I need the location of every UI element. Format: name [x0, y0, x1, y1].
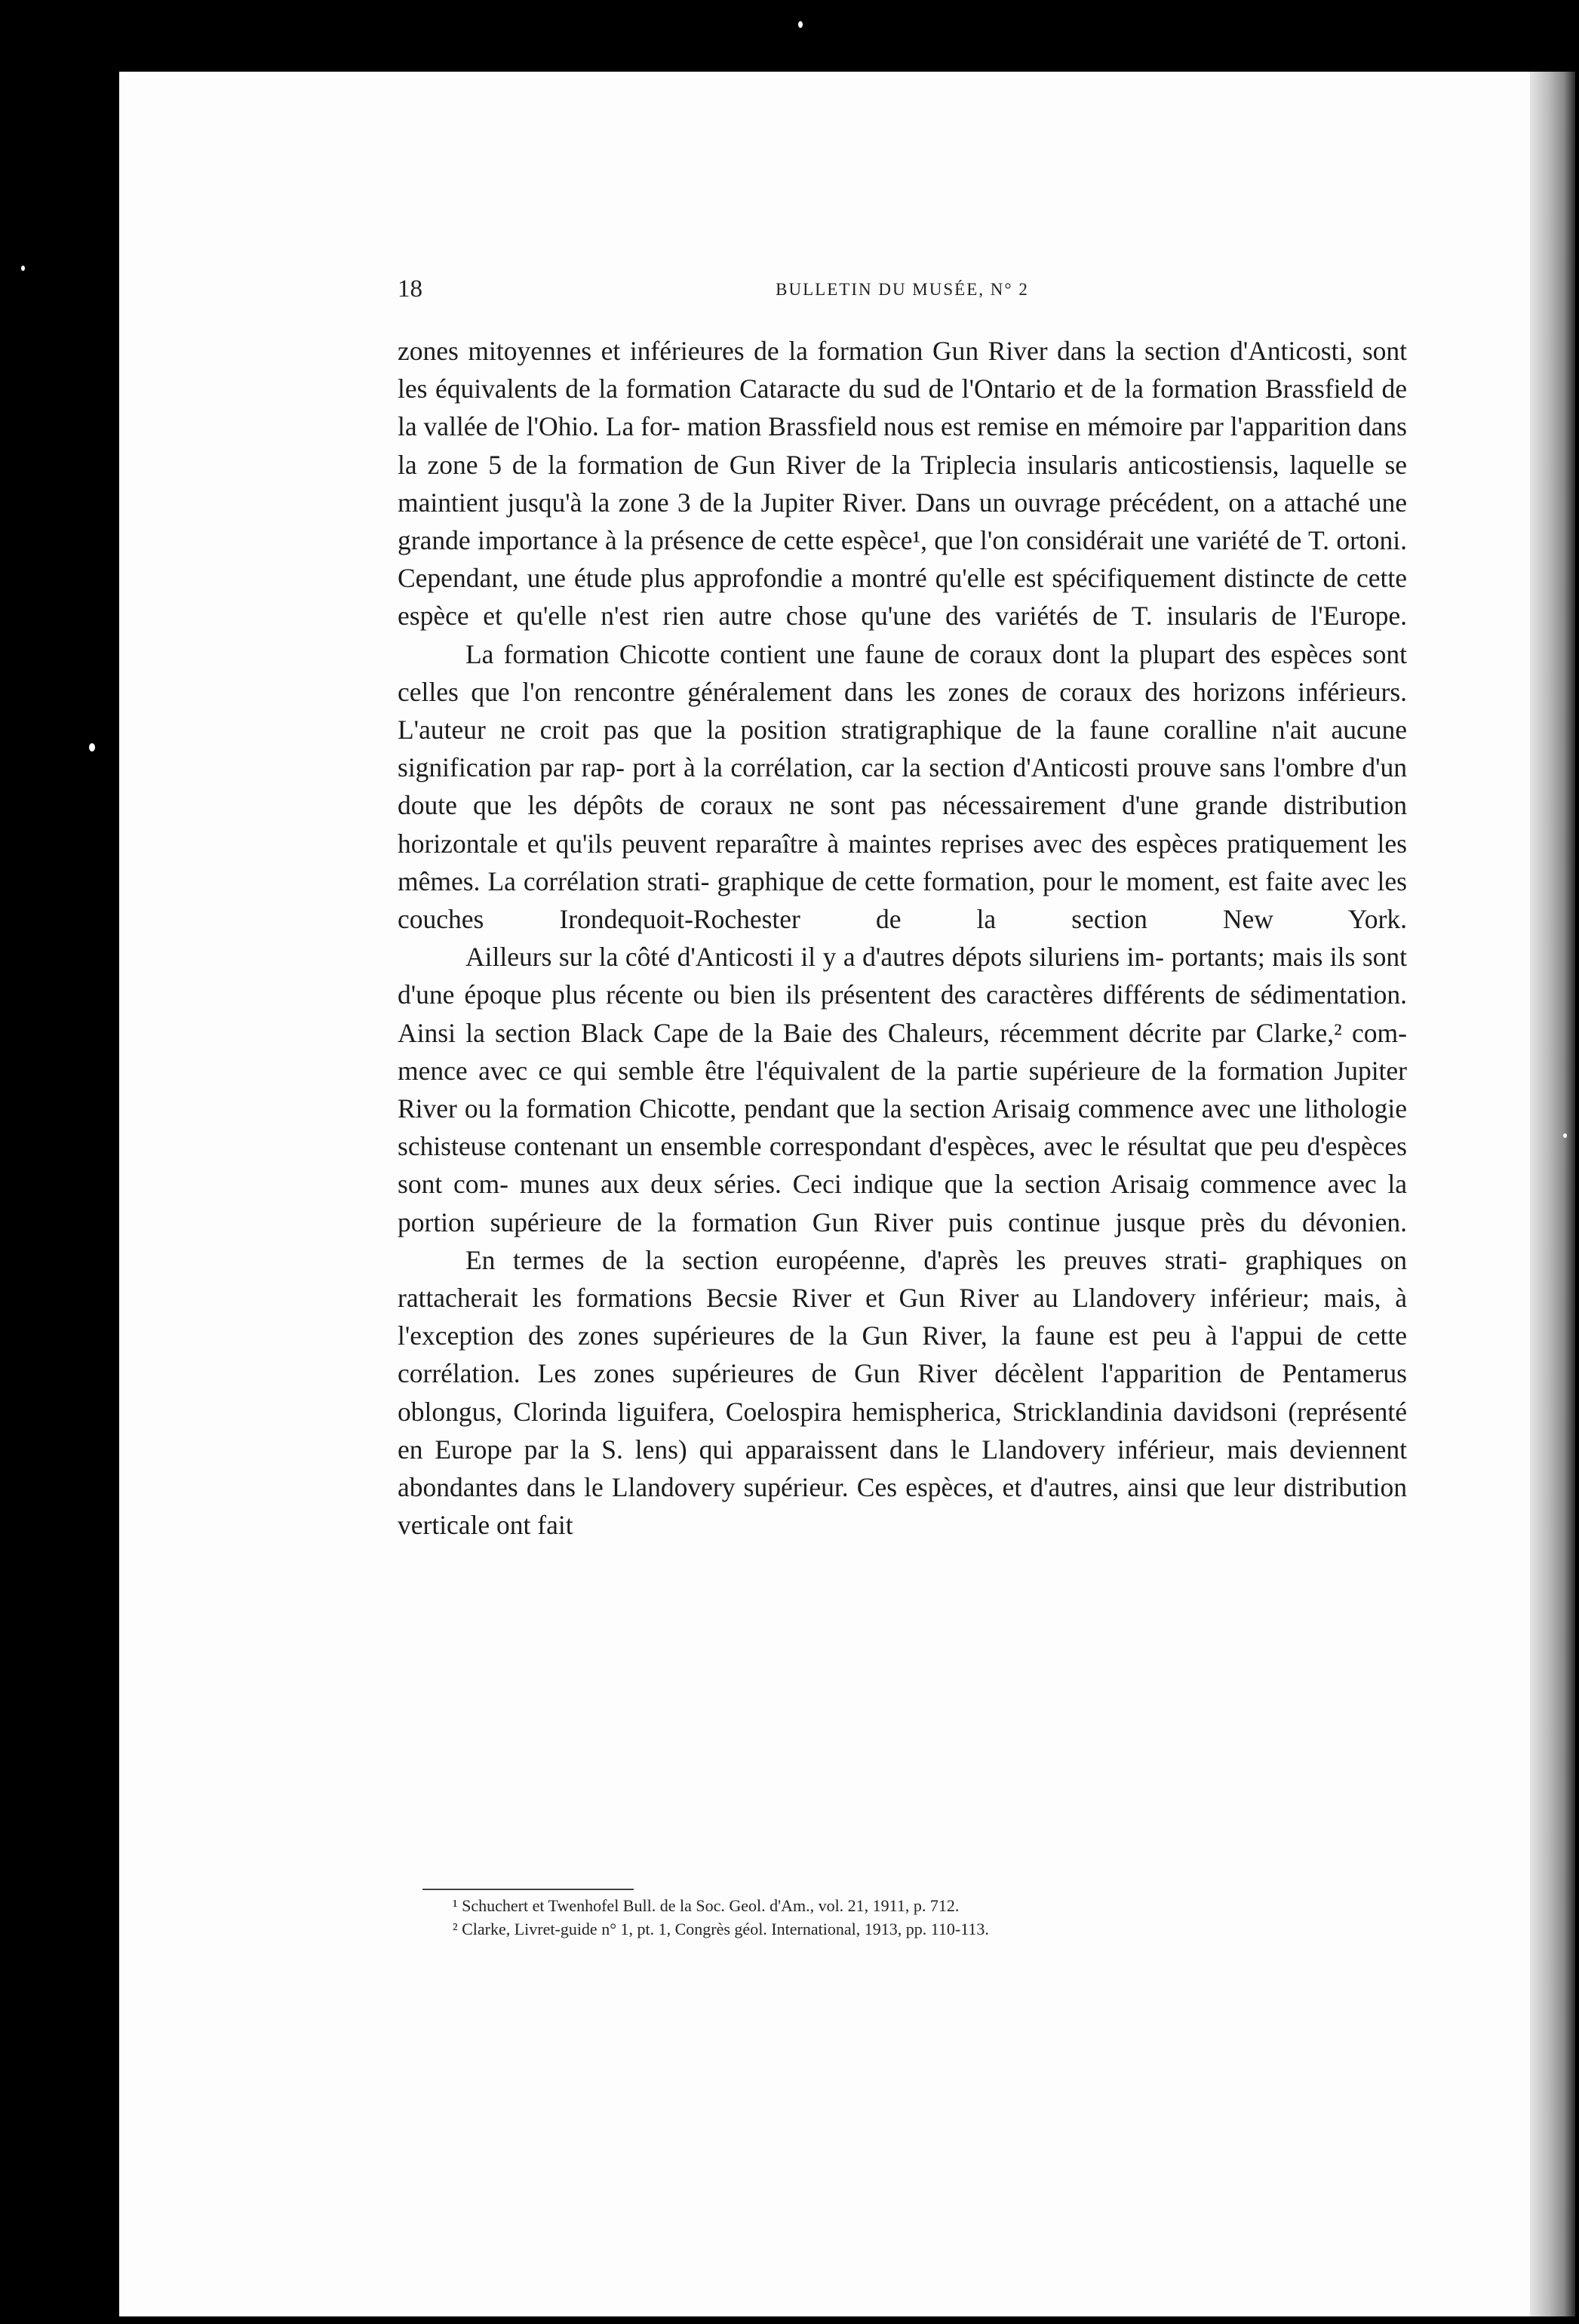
page-header: [398, 275, 1407, 313]
paragraph-4: [398, 1241, 1407, 1545]
scan-speck: [798, 21, 803, 28]
text-line: laquelle se maintient jusqu'à la zone 3 de la Jupiter River. Dans un: [398, 449, 1408, 518]
text-line: une étude plus approfondie a montré qu'elle est spécifiquement distincte: [527, 563, 1315, 594]
paragraph-1: [398, 332, 1407, 635]
text-line: zones mitoyennes et inférieures de la formation Gun River dans la: [398, 336, 1135, 366]
paragraph-3: [398, 938, 1407, 1241]
text-line: cette espèce¹, que l'on considérait une variété de T. ortoni. Cependant,: [398, 525, 1408, 594]
text-line: de cette espèce et qu'elle n'est rien autre chose qu'une des variétés de: [398, 563, 1407, 632]
text-line: près du dévonien.: [1200, 1207, 1407, 1237]
page-edge-shadow: [1530, 72, 1575, 2316]
text-line: T. insularis de l'Europe.: [1131, 601, 1408, 632]
footnote-rule: [422, 1889, 634, 1890]
text-line: reprises avec des espèces pratiquement les mêmes. La corrélation strati-: [398, 828, 1407, 896]
text-line: supérieures de Gun River décèlent l'apparition de Pentamerus oblongus,: [398, 1358, 1408, 1427]
page-number: 18: [398, 275, 422, 303]
scan-speck: [21, 266, 25, 271]
text-line: mence avec ce qui semble être l'équivalent de la partie supérieure de la: [398, 1055, 1207, 1086]
text-line: Gun River, la faune est peu à l'appui de cette corrélation. Les zones: [398, 1320, 1408, 1389]
running-head: BULLETIN DU MUSÉE, N° 2: [776, 280, 1029, 299]
text-line: Cape de la Baie des Chaleurs, récemment décrite par Clarke,² com-: [653, 1017, 1407, 1048]
body-text: [398, 332, 1407, 1545]
text-line: La formation Chicotte contient une faune de coraux dont la plupart: [465, 638, 1215, 669]
text-line: avec la portion supérieure de la formation Gun River puis continue jusque: [398, 1169, 1408, 1237]
text-line: inférieur, mais deviennent abondantes dans le Llandovery supérieur.: [398, 1434, 1408, 1503]
text-line: zone 5 de la formation de Gun River de la Triplecia insularis anticostiensis,: [427, 449, 1279, 480]
text-line: (représenté en Europe par la S. lens) qui apparaissent dans le Llandovery: [398, 1396, 1408, 1465]
text-line: grande distribution horizontale et qu'ils peuvent reparaître à maintes: [398, 790, 1407, 859]
text-line: ouvrage précédent, on a attaché une grande importance à la présence de: [398, 487, 1408, 556]
text-line: des espèces sont celles que l'on rencontre généralement dans les zones de: [398, 638, 1407, 707]
text-line: coraux des horizons inférieurs. L'auteur ne croit pas que la position: [398, 676, 1408, 745]
text-line: graphique de cette formation, pour le moment, est faite avec les couches: [398, 865, 1407, 935]
paragraph-2: [398, 635, 1407, 939]
footnote-1: ¹ Schuchert et Twenhofel Bull. de la Soc. Geol. d'Am., vol. 21, 1911, p. 712.: [453, 1896, 960, 1915]
text-line: correspondant d'espèces, avec le résultat que peu d'espèces sont com-: [398, 1131, 1407, 1200]
scan-speck: [89, 743, 95, 752]
text-line: formation Jupiter River ou la formation Chicotte, pendant que la section: [398, 1055, 1407, 1124]
text-line: section d'Anticosti, sont les équivalents de la formation Cataracte du sud: [398, 336, 1408, 404]
text-line: graphiques on rattacherait les formations Becsie River et Gun River au: [398, 1244, 1407, 1314]
text-line: stratigraphique de la faune coralline n'ait aucune signification par rap-: [398, 715, 1407, 783]
text-line: Irondequoit-Rochester de la section New York.: [559, 904, 1408, 935]
footnote-2: ² Clarke, Livret-guide n° 1, pt. 1, Congrès géol. International, 1913, pp. 110-113.: [453, 1920, 989, 1938]
scan-speck: [1563, 1133, 1567, 1138]
text-line: Llandovery inférieur; mais, à l'exception des zones supérieures de la: [398, 1283, 1408, 1351]
text-line: de l'Ontario et de la formation Brassfield de la vallée de l'Ohio. La for-: [398, 374, 1408, 442]
text-line: port à la corrélation, car la section d'Anticosti prouve sans l'ombre: [632, 752, 1354, 783]
text-line: Arisaig commence avec une lithologie schisteuse contenant un ensemble: [398, 1093, 1407, 1162]
footnotes: [453, 1894, 1283, 1941]
text-line: portants; mais ils sont d'une époque plus récente ou bien ils présentent: [398, 942, 1408, 1010]
text-line: Ces espèces, et d'autres, ainsi que leur distribution verticale ont fait: [398, 1472, 1407, 1541]
text-line: des caractères différents de sédimentation. Ainsi la section Black: [398, 979, 1408, 1048]
text-line: mation Brassfield nous est remise en mémoire par l'apparition dans la: [398, 411, 1408, 480]
text-line: En termes de la section européenne, d'après les preuves strati-: [465, 1244, 1227, 1275]
text-line: Ailleurs sur la côté d'Anticosti il y a d'autres dépots siluriens im-: [465, 942, 1164, 973]
text-line: d'un doute que les dépôts de coraux ne sont pas nécessairement d'une: [398, 752, 1408, 821]
text-line: Clorinda liguifera, Coelospira hemispherica, Stricklandinia davidsoni: [513, 1396, 1278, 1427]
text-line: munes aux deux séries. Ceci indique que la section Arisaig commence: [519, 1169, 1316, 1200]
